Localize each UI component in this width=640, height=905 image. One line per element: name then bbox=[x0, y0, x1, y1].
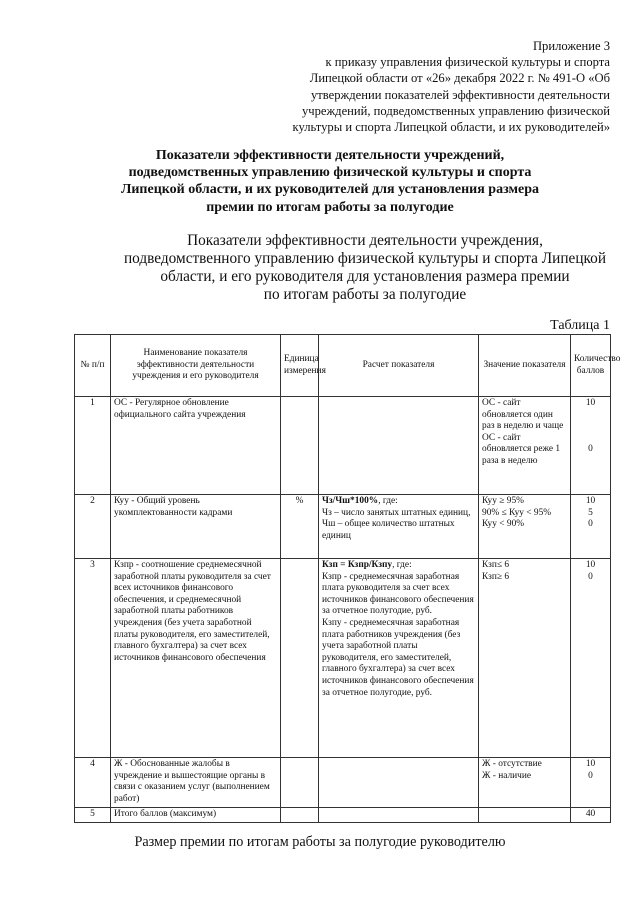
row-name: Итого баллов (максимум) bbox=[111, 808, 281, 823]
calc-formula-line bbox=[322, 496, 475, 508]
row-num: 2 bbox=[75, 495, 111, 559]
row-points: 10 0 bbox=[571, 758, 611, 808]
appendix-line: Приложение 3 bbox=[532, 39, 610, 53]
header-num: № п/п bbox=[75, 335, 111, 397]
row-points: 10 0 bbox=[571, 559, 611, 758]
value-line: Ж - наличие bbox=[482, 770, 532, 781]
calc-line: Чш – общее количество штатных единиц bbox=[322, 519, 455, 541]
premium-size-heading: Размер премии по итогам работы за полугодие руководителю bbox=[134, 834, 506, 850]
title-line: подведомственного управлению физической культуры и спорта Липецкой bbox=[123, 250, 606, 267]
row-value bbox=[479, 495, 571, 559]
calc-formula: Чз/Чш*100% bbox=[322, 496, 379, 506]
header-calc: Расчет показателя bbox=[319, 335, 479, 397]
row-unit bbox=[281, 559, 319, 758]
value-line: Куу < 90% bbox=[482, 519, 525, 530]
calc-line: Чз – число занятых штатных единиц, bbox=[322, 507, 471, 518]
indicators-table bbox=[74, 334, 621, 823]
table-row bbox=[75, 808, 611, 823]
row-name: Кзпр - соотношение среднемесячной заработной платы руководителя за счет всех источников финансового обеспечения, и среднемесячной заработной платы работников учреждения (без учета заработной платы руководителя, его заместителей, главного бухгалтера) за счет всех источников финансового обеспечения bbox=[111, 559, 281, 758]
row-value bbox=[479, 559, 571, 758]
document-title-bold bbox=[95, 147, 565, 216]
title-line: Липецкой области, и их руководителей для установления размера bbox=[120, 182, 540, 198]
appendix-header bbox=[250, 38, 610, 135]
row-name: Куу - Общий уровень укомплектованности кадрами bbox=[111, 495, 281, 559]
value-line: Ж - отсутствие bbox=[482, 759, 542, 769]
row-calc bbox=[319, 397, 479, 495]
appendix-line: утверждении показателей эффективности деятельности bbox=[310, 87, 610, 102]
row-num: 5 bbox=[75, 808, 111, 823]
header-points: Количество баллов bbox=[571, 335, 611, 397]
value-line: 90% ≤ Куу < 95% bbox=[482, 507, 552, 518]
row-num: 3 bbox=[75, 559, 111, 758]
row-calc bbox=[319, 559, 479, 758]
row-value bbox=[479, 808, 571, 823]
row-points: 40 bbox=[571, 808, 611, 823]
row-value bbox=[479, 397, 571, 495]
calc-formula-suffix: , где: bbox=[392, 560, 412, 570]
value-line: ОС - сайт обновляется один раз в неделю и чаще bbox=[482, 398, 564, 432]
value-line: Кзп≤ 6 bbox=[482, 560, 510, 570]
appendix-line: Липецкой области от «26» декабря 2022 г. № 491-О «Об bbox=[309, 71, 610, 86]
row-name: Ж - Обоснованные жалобы в учреждение и вышестоящие органы в связи с оказанием услуг (выполнением работ) bbox=[111, 758, 281, 808]
title-line: Показатели эффективности деятельности учреждения, bbox=[187, 232, 543, 249]
value-line: ОС - сайт обновляется реже 1 раза в неделю bbox=[482, 432, 561, 466]
table-row bbox=[75, 758, 611, 808]
appendix-line: учреждений, подведомственных управлению физической bbox=[301, 103, 610, 118]
row-unit: % bbox=[281, 495, 319, 559]
header-value: Значение показателя bbox=[479, 335, 571, 397]
calc-formula-line bbox=[322, 560, 475, 572]
title-line: области, и его руководителя для установления размера премии bbox=[160, 268, 570, 285]
value-line: Куу ≥ 95% bbox=[482, 496, 524, 506]
title-line: по итогам работы за полугодие bbox=[263, 286, 467, 303]
header-name: Наименование показателя эффективности деятельности учреждения и его руководителя bbox=[111, 335, 281, 397]
table-row bbox=[75, 495, 611, 559]
row-num: 1 bbox=[75, 397, 111, 495]
calc-formula-suffix: , где: bbox=[378, 496, 398, 506]
row-value bbox=[479, 758, 571, 808]
table-row bbox=[75, 559, 611, 758]
appendix-line: культуры и спорта Липецкой области, и их руководителей» bbox=[292, 120, 610, 135]
row-points: 10 5 0 bbox=[571, 495, 611, 559]
table-row bbox=[75, 397, 611, 495]
row-unit bbox=[281, 808, 319, 823]
row-calc bbox=[319, 808, 479, 823]
title-line: Показатели эффективности деятельности учреждений, bbox=[155, 148, 505, 163]
row-num: 4 bbox=[75, 758, 111, 808]
title-line: подведомственных управлению физической культуры и спорта bbox=[128, 165, 532, 181]
table-label: Таблица 1 bbox=[550, 318, 610, 333]
header-unit: Единица измерения bbox=[281, 335, 319, 397]
row-calc bbox=[319, 495, 479, 559]
appendix-line: к приказу управления физической культуры и спорта bbox=[325, 55, 610, 70]
value-line: Кзп≥ 6 bbox=[482, 571, 510, 582]
row-unit bbox=[281, 397, 319, 495]
row-unit bbox=[281, 758, 319, 808]
calc-line: Кзпу - среднемесячная заработная плата работников учреждения (без учета заработной платы руководителя, его заместителей, главного бухгалтера) за счет всех источников финансового обеспечения за отчетное полугодие, руб. bbox=[322, 617, 474, 698]
row-name: ОС - Регулярное обновление официального сайта учреждения bbox=[111, 397, 281, 495]
calc-line: Кзпр - среднемесячная заработная плата руководителя за счет всех источников финансового обеспечения за отчетное полугодие, руб. bbox=[322, 571, 474, 617]
calc-formula: Кзп = Кзпр/Кзпу bbox=[322, 560, 393, 570]
row-calc bbox=[319, 758, 479, 808]
document-title-plain bbox=[110, 232, 620, 304]
row-points: 10 0 bbox=[571, 397, 611, 495]
title-line: премии по итогам работы за полугодие bbox=[206, 199, 454, 215]
